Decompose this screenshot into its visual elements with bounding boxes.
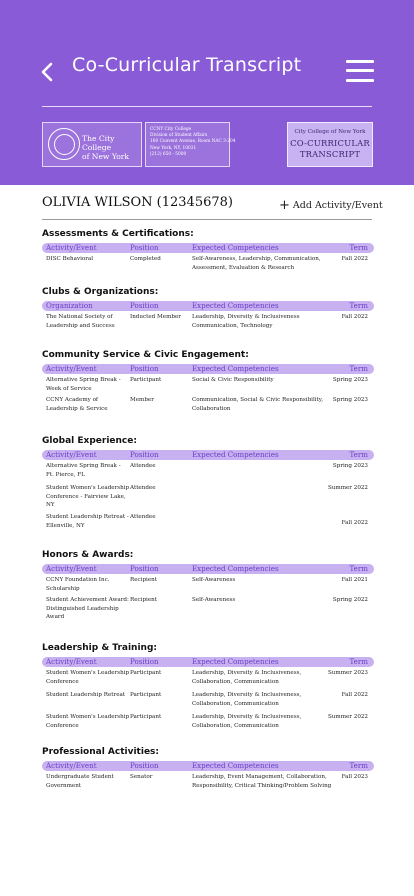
section-6 — [42, 747, 374, 789]
table-header — [42, 564, 374, 574]
competencies-cell: Self-Awareness, Leadership, Communication, Assessment, Evaluation & Research — [192, 256, 321, 271]
position-cell: Participant — [130, 714, 162, 720]
section-2 — [42, 350, 374, 412]
activity-cell: Student Women's Leadership Conference — [46, 714, 130, 729]
section-title: Honors & Awards: — [42, 550, 134, 560]
position-cell: Inducted Member — [130, 314, 181, 320]
app-header — [0, 0, 414, 185]
position-cell: Participant — [130, 377, 162, 383]
competencies-cell: Leadership, Diversity & Inclusiveness, Collaboration, Communication — [192, 714, 302, 729]
term-cell: Fall 2022 — [341, 256, 368, 262]
position-cell: Attendee — [130, 514, 156, 520]
term-cell: Spring 2023 — [332, 377, 368, 383]
page-title: Co-Curricular Transcript — [72, 54, 302, 76]
term-cell: Spring 2023 — [332, 397, 368, 403]
activity-cell: Student Achievement Award: Distinguished Leadership Award — [46, 597, 129, 621]
add-activity-button[interactable] — [279, 200, 383, 211]
table-header — [42, 364, 374, 374]
section-1 — [42, 287, 374, 329]
badge-title-line2: TRANSCRIPT — [299, 149, 361, 159]
competencies-cell: Social & Civic Responsibility — [192, 377, 274, 383]
column-header: Position — [130, 450, 159, 459]
address-line: 160 Convent Avenue, Room NAC 3-204 — [150, 139, 236, 145]
column-header: Expected Competencies — [192, 301, 279, 310]
column-header: Term — [349, 761, 368, 770]
column-header: Term — [349, 657, 368, 666]
menu-button[interactable] — [346, 58, 374, 84]
table-header — [42, 243, 374, 253]
address-line: New York, NY, 10031 — [150, 145, 197, 151]
plus-icon: + — [279, 198, 290, 213]
header-divider — [42, 106, 372, 107]
position-cell: Completed — [130, 256, 161, 262]
column-header: Position — [130, 564, 159, 573]
back-button[interactable] — [38, 60, 58, 84]
position-cell: Participant — [130, 692, 162, 698]
activity-cell: Student Leadership Retreat - Ellenville, NY — [46, 514, 129, 529]
competencies-cell: Communication, Social & Civic Responsibility, Collaboration — [192, 397, 323, 412]
column-header: Position — [130, 761, 159, 770]
position-cell: Recipient — [130, 577, 157, 583]
activity-cell: Student Leadership Retreat — [46, 692, 126, 698]
chevron-left-icon — [38, 60, 58, 84]
activity-cell: Student Women's Leadership Conference — [46, 670, 130, 685]
college-logo — [42, 122, 142, 167]
section-title: Professional Activities: — [42, 747, 160, 757]
competencies-cell: Leadership, Diversity & Inclusiveness Communication, Technology — [192, 314, 300, 329]
column-header: Expected Competencies — [192, 564, 279, 573]
activity-cell: Undergraduate Student Government — [46, 774, 114, 789]
column-header: Term — [349, 301, 368, 310]
address-line: (212) 650 - 5000 — [150, 151, 187, 157]
transcript-badge — [287, 122, 373, 167]
table-header — [42, 761, 374, 771]
address-line: Division of Student Affairs — [150, 133, 208, 139]
section-5 — [42, 643, 374, 729]
column-header: Expected Competencies — [192, 761, 279, 770]
logo-school-line1: The City College — [82, 134, 115, 152]
badge-title-line1: CO-CURRICULAR — [290, 138, 370, 148]
add-activity-label: Add Activity/Event — [292, 200, 383, 211]
column-header: Term — [349, 564, 368, 573]
column-header: Activity/Event — [46, 657, 97, 666]
column-header: Activity/Event — [46, 564, 97, 573]
student-name: OLIVIA WILSON (12345678) — [42, 195, 233, 210]
term-cell: Spring 2023 — [332, 463, 368, 469]
table-header — [42, 450, 374, 460]
column-header: Expected Competencies — [192, 450, 279, 459]
college-address — [145, 122, 236, 167]
hamburger-icon — [346, 60, 374, 63]
activity-cell: Alternative Spring Break - Week of Service — [46, 377, 121, 392]
section-title: Assessments & Certifications: — [42, 229, 194, 239]
column-header: Expected Competencies — [192, 364, 279, 373]
column-header: Activity/Event — [46, 450, 97, 459]
term-cell: Summer 2022 — [327, 714, 368, 720]
competencies-cell: Leadership, Diversity & Inclusiveness, Collaboration, Communication — [192, 670, 302, 685]
competencies-cell: Self-Awareness — [192, 597, 236, 603]
column-header: Position — [130, 657, 159, 666]
activity-cell: CCNY Academy of Leadership & Service — [46, 397, 108, 412]
term-cell: Spring 2022 — [332, 597, 368, 603]
logo-school-line2: of New York — [82, 152, 130, 161]
column-header: Term — [349, 243, 368, 252]
column-header: Activity/Event — [46, 243, 97, 252]
name-divider — [42, 219, 372, 220]
term-cell: Summer 2023 — [327, 670, 368, 676]
column-header: Activity/Event — [46, 761, 97, 770]
activity-cell: The National Society of Leadership and Success — [46, 314, 115, 329]
column-header: Position — [130, 301, 159, 310]
column-header: Position — [130, 364, 159, 373]
competencies-cell: Leadership, Diversity & Inclusiveness, Collaboration, Communication — [192, 692, 302, 707]
position-cell: Attendee — [130, 485, 156, 491]
activity-cell: Alternative Spring Break - Ft. Pierce, FL — [46, 463, 121, 478]
position-cell: Attendee — [130, 463, 156, 469]
term-cell: Fall 2022 — [341, 314, 368, 320]
section-3 — [42, 436, 374, 529]
column-header: Position — [130, 243, 159, 252]
competencies-cell: Self-Awareness — [192, 577, 236, 583]
position-cell: Member — [130, 397, 154, 403]
competencies-cell: Leadership, Event Management, Collaboration, Responsibility, Critical Thinking/Problem Solving — [192, 774, 332, 789]
position-cell: Participant — [130, 670, 162, 676]
section-0 — [42, 229, 374, 271]
position-cell: Senator — [130, 774, 153, 780]
term-cell: Fall 2023 — [341, 774, 368, 780]
term-cell: Fall 2021 — [341, 577, 368, 583]
section-title: Leadership & Training: — [42, 643, 157, 653]
term-cell: Fall 2022 — [341, 520, 368, 526]
section-4 — [42, 550, 374, 621]
position-cell: Recipient — [130, 597, 157, 603]
activity-cell: CCNY Foundation Inc. Scholarship — [46, 577, 110, 592]
column-header: Organization — [46, 301, 93, 310]
activity-cell: Student Women's Leadership Conference - Fairview Lake, NY — [46, 485, 130, 509]
column-header: Term — [349, 364, 368, 373]
activity-cell: DISC Behavioral — [46, 256, 94, 262]
table-header — [42, 301, 374, 311]
college-seal-icon — [48, 128, 80, 160]
address-line: CCNY City College — [150, 127, 192, 132]
section-title: Clubs & Organizations: — [42, 287, 159, 297]
term-cell: Fall 2022 — [341, 692, 368, 698]
table-header — [42, 657, 374, 667]
section-title: Community Service & Civic Engagement: — [42, 350, 249, 360]
column-header: Expected Competencies — [192, 657, 279, 666]
column-header: Term — [349, 450, 368, 459]
term-cell: Summer 2022 — [327, 485, 368, 491]
column-header: Expected Competencies — [192, 243, 279, 252]
column-header: Activity/Event — [46, 364, 97, 373]
badge-school: City College of New York — [294, 129, 366, 135]
section-title: Global Experience: — [42, 436, 137, 446]
